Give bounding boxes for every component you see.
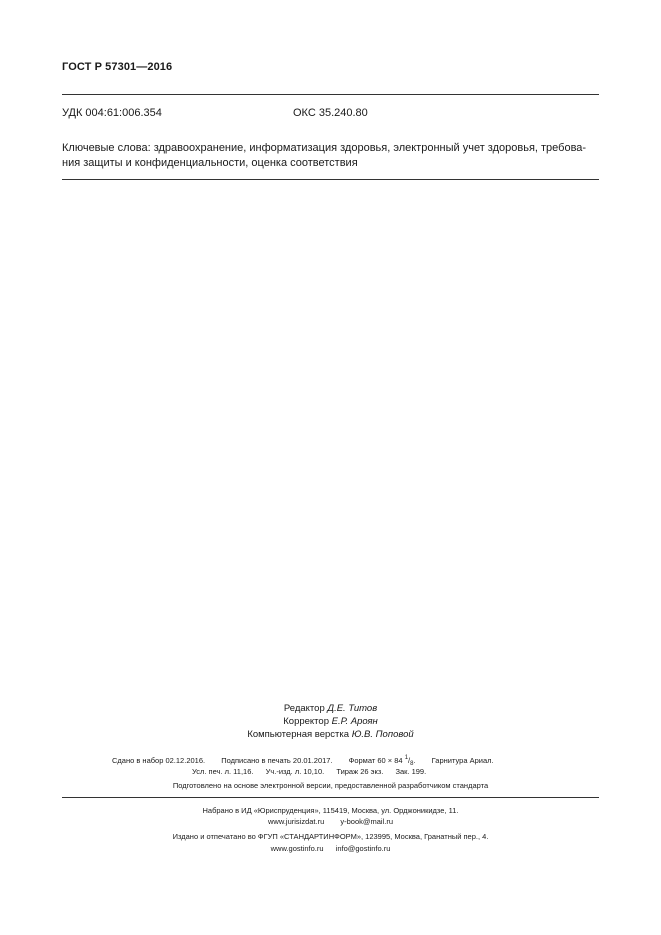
layout-label: Компьютерная верстка (247, 729, 350, 740)
editor-row (0, 702, 661, 715)
keywords-line-1: Ключевые слова: здравоохранение, информатизация здоровья, электронный учет здоровья, требова- (62, 142, 587, 154)
prepared-note: Подготовлено на основе электронной версии, предоставленной разработчиком стандарта (172, 781, 489, 790)
format-info: Формат 60 × 84 $^1/_8$. (348, 755, 416, 767)
layout-row (0, 728, 661, 741)
udk-code: УДК 004:61:006.354 (62, 107, 162, 119)
signed-date: Подписано в печать 20.01.2017. (221, 756, 333, 765)
typeface-info: Гарнитура Ариал. (431, 756, 494, 765)
typeset-email: y-book@mail.ru (340, 817, 393, 826)
printed-site: www.gostinfo.ru (270, 844, 324, 853)
typeset-contacts (0, 817, 661, 826)
print-run: Тираж 26 экз. (336, 767, 384, 776)
layout-name: Ю.В. Поповой (351, 729, 414, 740)
printed-email: info@gostinfo.ru (335, 844, 391, 853)
credits-block (0, 702, 661, 741)
print-info-row-2 (192, 767, 426, 776)
editor-label: Редактор (283, 703, 325, 714)
printed-info: Издано и отпечатано во ФГУП «СТАНДАРТИНФОРМ», 123995, Москва, Гранатный пер., 4. (172, 832, 489, 841)
printed-contacts (0, 844, 661, 853)
typeset-site: www.jurisizdat.ru (268, 817, 325, 826)
print-sheets: Усл. печ. л. 11,16. (192, 767, 254, 776)
corrector-label: Корректор (283, 716, 329, 727)
top-divider (62, 94, 599, 95)
print-info-row-1 (112, 755, 494, 767)
oks-code: ОКС 35.240.80 (293, 107, 368, 119)
corrector-row (0, 715, 661, 728)
submitted-date: Сдано в набор 02.12.2016. (112, 756, 206, 765)
keywords-line-2: ния защиты и конфиденциальности, оценка соответствия (62, 156, 358, 169)
editor-name: Д.Е. Титов (327, 703, 378, 714)
standard-header: ГОСТ Р 57301—2016 (62, 61, 173, 73)
corrector-name: Е.Р. Ароян (331, 716, 378, 727)
order-number: Зак. 199. (395, 767, 427, 776)
keywords-block (62, 141, 600, 170)
keywords-divider (62, 179, 599, 180)
typeset-info: Набрано в ИД «Юриспруденция», 115419, Москва, ул. Орджоникидзе, 11. (202, 806, 459, 815)
bottom-divider (62, 797, 599, 798)
publisher-sheets: Уч.-изд. л. 10,10. (265, 767, 325, 776)
